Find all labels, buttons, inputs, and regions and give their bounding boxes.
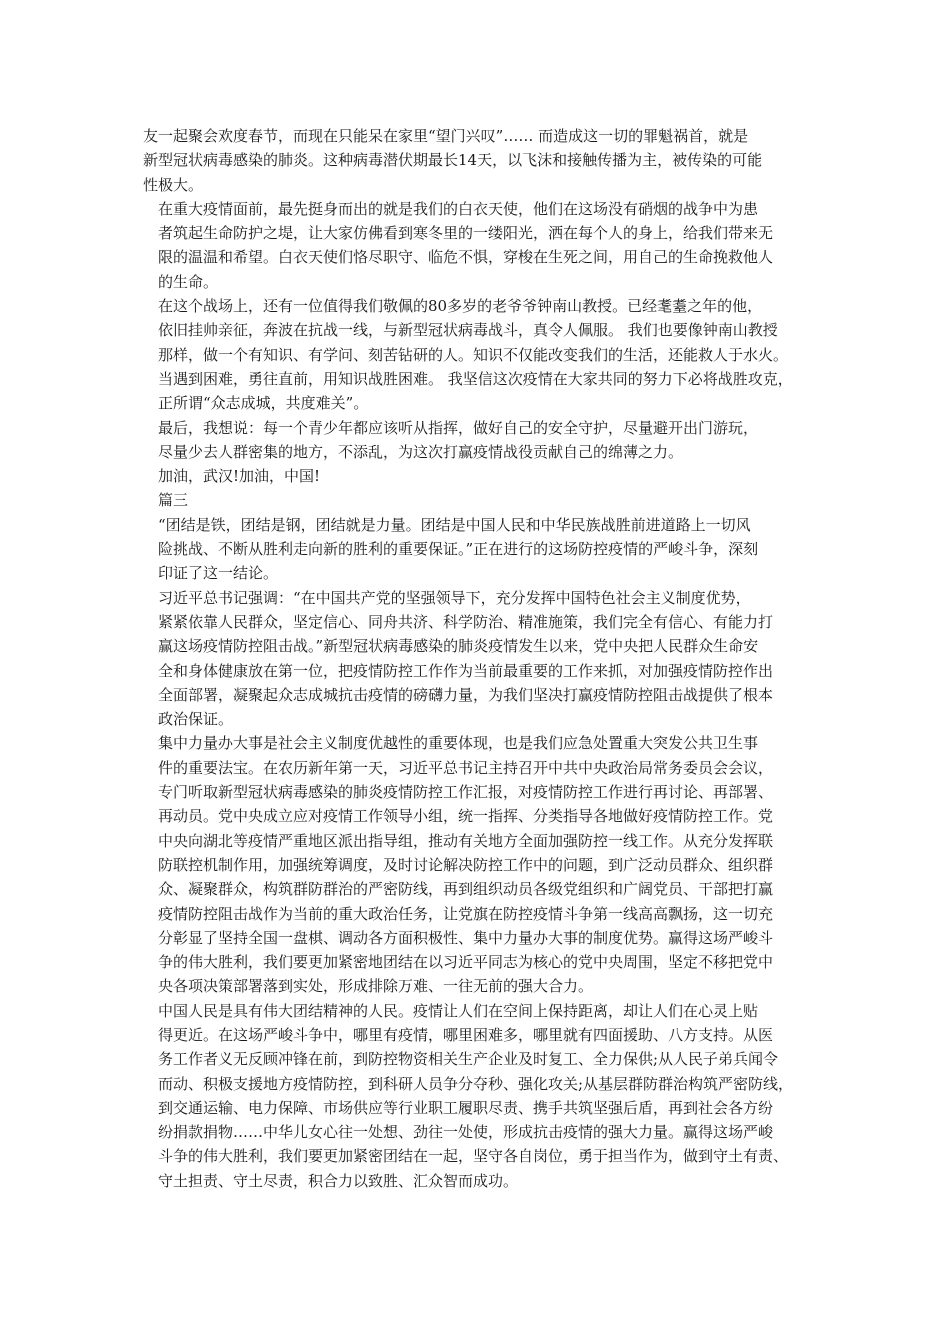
text-line: 中央向湖北等疫情严重地区派出指导组，推动有关地方全面加强防控一线工作。从充分发挥联	[158, 831, 774, 850]
text-line: 众、凝聚群众，构筑群防群治的严密防线，再到组织动员各级党组织和广阔党员、干部把打赢	[158, 880, 774, 899]
text-line: 加油，武汉!加油，中国!	[158, 467, 321, 486]
paragraph	[143, 416, 823, 465]
paragraph	[143, 999, 823, 1193]
text-line: 件的重要法宝。在农历新年第一天，习近平总书记主持召开中共中央政治局常务委员会会议，	[158, 758, 774, 777]
paragraph	[143, 124, 823, 197]
text-line: 专门听取新型冠状病毒感染的肺炎疫情防控工作汇报，对疫情防控工作进行再讨论、再部署、	[158, 783, 774, 802]
document-page	[143, 124, 823, 1193]
text-line: 全面部署，凝聚起众志成城抗击疫情的磅礴力量，为我们坚决打赢疫情防控阻击战提供了根本	[158, 685, 774, 704]
text-line: 那样，做一个有知识、有学问、刻苦钻研的人。知识不仅能改变我们的生活，还能救人于水火。	[158, 345, 789, 364]
paragraph	[143, 197, 823, 294]
text-line: 限的温温和希望。白衣天使们恪尽职守、临危不惧，穿梭在生死之间，用自己的生命挽救他人	[158, 248, 774, 267]
text-line: “团结是铁，团结是钢，团结就是力量。团结是中国人民和中华民族战胜前进道路上一切风	[158, 515, 751, 534]
paragraph	[143, 586, 823, 732]
text-line: 全和身体健康放在第一位，把疫情防控工作作为当前最重要的工作来抓，对加强疫情防控作出	[158, 661, 774, 680]
text-line: 在这个战场上，还有一位值得我们敬佩的80多岁的老爷爷钟南山教授。已经耄耋之年的他，	[158, 297, 763, 316]
text-line: 性极大。	[143, 175, 204, 194]
text-line: 依旧挂帅亲征，奔波在抗战一线，与新型冠状病毒战斗，真令人佩服。 我们也要像钟南山教授	[158, 321, 778, 340]
text-line: 分彰显了坚持全国一盘棋、调动各方面积极性、集中力量办大事的制度优势。赢得这场严峻斗	[158, 928, 774, 947]
text-line: 在重大疫情面前，最先挺身而出的就是我们的白衣天使，他们在这场没有硝烟的战争中为患	[158, 199, 759, 218]
text-line: 篇三	[158, 491, 189, 510]
text-line: 纷捐款捐物……中华儿女心往一处想、劲往一处使，形成抗击疫情的强大力量。赢得这场严峻	[158, 1123, 774, 1142]
text-line: 者筑起生命防护之堤，让大家仿佛看到寒冬里的一缕阳光，洒在每个人的身上，给我们带来无	[158, 224, 774, 243]
paragraph	[143, 464, 823, 488]
text-line: 最后，我想说：每一个青少年都应该听从指挥，做好自己的安全守护，尽量避开出门游玩，	[158, 418, 759, 437]
text-line: 习近平总书记强调：“在中国共产党的坚强领导下，充分发挥中国特色社会主义制度优势，	[158, 588, 751, 607]
text-line: 疫情防控阻击战作为当前的重大政治任务，让党旗在防控疫情斗争第一线高高飘扬，这一切充	[158, 904, 774, 923]
text-line: 尽量少去人群密集的地方，不添乱，为这次打赢疫情战役贡献自己的绵薄之力。	[158, 442, 684, 461]
paragraph	[143, 731, 823, 998]
text-line: 印证了这一结论。	[158, 564, 279, 583]
text-line: 央各项决策部署落到实处，形成排除万难、一往无前的强大合力。	[158, 977, 594, 996]
text-line: 斗争的伟大胜利，我们要更加紧密团结在一起，坚守各自岗位，勇于担当作为，做到守土有责、	[158, 1147, 789, 1166]
text-line: 紧紧依靠人民群众，坚定信心、同舟共济、科学防治、精准施策，我们完全有信心、有能力打	[158, 612, 774, 631]
text-line: 集中力量办大事是社会主义制度优越性的重要体现，也是我们应急处置重大突发公共卫生事	[158, 734, 759, 753]
text-line: 友一起聚会欢度春节，而现在只能呆在家里“望门兴叹”…… 而造成这一切的罪魁祸首，就是	[143, 127, 749, 145]
text-line: 政治保证。	[158, 710, 234, 729]
text-line: 得更近。在这场严峻斗争中，哪里有疫情，哪里困难多，哪里就有四面援助、八方支持。从医	[158, 1025, 774, 1044]
text-line: 守土担责、守土尽责，积合力以致胜、汇众智而成功。	[158, 1171, 519, 1190]
text-line: 防联控机制作用，加强统筹调度，及时讨论解决防控工作中的问题，到广泛动员群众、组织群	[158, 855, 774, 874]
text-line: 正所谓“众志成城，共度难关”。	[158, 394, 369, 413]
text-line: 到交通运输、电力保障、市场供应等行业职工履职尽责、携手共筑坚强后盾，再到社会各方纷	[158, 1098, 774, 1117]
text-line: 新型冠状病毒感染的肺炎。这种病毒潜伏期最长14天，以飞沫和接触传播为主，被传染的可能	[143, 151, 763, 170]
paragraph	[143, 294, 823, 415]
text-line: 中国人民是具有伟大团结精神的人民。疫情让人们在空间上保持距离，却让人们在心灵上贴	[158, 1001, 759, 1020]
text-line: 赢这场疫情防控阻击战。”新型冠状病毒感染的肺炎疫情发生以来，党中央把人民群众生命安	[158, 637, 759, 656]
paragraph	[143, 513, 823, 586]
text-line: 的生命。	[158, 272, 219, 291]
text-line: 当遇到困难，勇往直前，用知识战胜困难。 我坚信这次疫情在大家共同的努力下必将战胜攻克，	[158, 369, 793, 388]
text-line: 争的伟大胜利，我们要更加紧密地团结在以习近平同志为核心的党中央周围，坚定不移把党中	[158, 953, 774, 972]
text-line: 险挑战、不断从胜利走向新的胜利的重要保证。”正在进行的这场防控疫情的严峻斗争，深刻	[158, 540, 759, 559]
text-line: 再动员。党中央成立应对疫情工作领导小组，统一指挥、分类指导各地做好疫情防控工作。党	[158, 807, 774, 826]
text-line: 而动、积极支援地方疫情防控，到科研人员争分夺秒、强化攻关;从基层群防群治构筑严密防线，	[158, 1074, 794, 1093]
paragraph	[143, 488, 823, 512]
text-line: 务工作者义无反顾冲锋在前，到防控物资相关生产企业及时复工、全力保供;从人民子弟兵闻令	[158, 1050, 779, 1069]
